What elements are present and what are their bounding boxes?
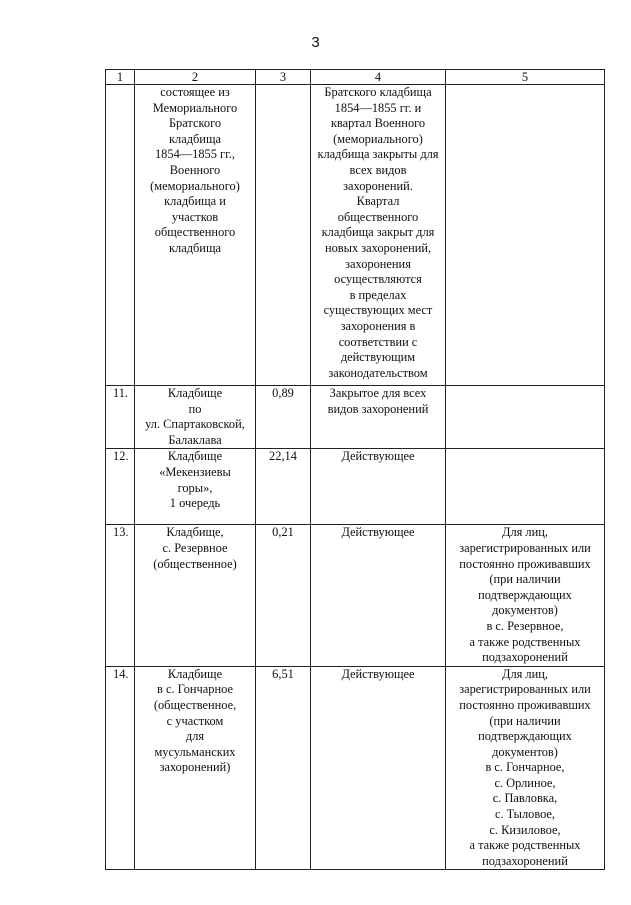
page-number: 3	[311, 34, 320, 51]
cemetery-notes	[446, 386, 605, 449]
table-row	[106, 525, 605, 666]
table-row	[106, 666, 605, 870]
cemetery-area: 6,51	[256, 666, 311, 870]
table-row	[106, 85, 605, 386]
column-header-1: 1	[106, 70, 135, 85]
cemetery-name: Кладбище «Мекензиевы горы», 1 очередь	[135, 449, 256, 525]
row-number: 13.	[106, 525, 135, 666]
cemetery-name: состоящее из Мемориального Братского кладбища 1854—1855 гг., Военного (мемориального) кладбища и участков общественного кладбища	[135, 85, 256, 386]
table-row	[106, 386, 605, 449]
cemetery-area: 22,14	[256, 449, 311, 525]
column-header-3: 3	[256, 70, 311, 85]
column-header-4: 4	[311, 70, 446, 85]
cemetery-area	[256, 85, 311, 386]
row-number	[106, 85, 135, 386]
column-header-2: 2	[135, 70, 256, 85]
cemetery-status: Действующее	[311, 449, 446, 525]
cemetery-area: 0,21	[256, 525, 311, 666]
cemetery-table	[105, 69, 605, 870]
cemetery-status: Закрытое для всех видов захоронений	[311, 386, 446, 449]
cemetery-notes	[446, 85, 605, 386]
row-number: 14.	[106, 666, 135, 870]
column-header-5: 5	[446, 70, 605, 85]
table-header-row	[106, 70, 605, 85]
cemetery-name: Кладбище, с. Резервное (общественное)	[135, 525, 256, 666]
cemetery-status: Братского кладбища 1854—1855 гг. и квартал Военного (мемориального) кладбища закрыты для всех видов захоронений. Квартал общественного кладбища закрыт для новых захоронений, захоронения осуществляются в пределах существующих мест захоронения в соответствии с действующим законодательством	[311, 85, 446, 386]
cemetery-status: Действующее	[311, 666, 446, 870]
cemetery-notes: Для лиц, зарегистрированных или постоянно проживавших (при наличии подтверждающих документов) в с. Гончарное, с. Орлиное, с. Павловка, с. Тыловое, с. Кизиловое, а также родственных подзахоронений	[446, 666, 605, 870]
cemetery-notes	[446, 449, 605, 525]
table-row	[106, 449, 605, 525]
cemetery-status: Действующее	[311, 525, 446, 666]
cemetery-name: Кладбище в с. Гончарное (общественное, с участком для мусульманских захоронений)	[135, 666, 256, 870]
row-number: 11.	[106, 386, 135, 449]
row-number: 12.	[106, 449, 135, 525]
cemetery-notes: Для лиц, зарегистрированных или постоянно проживавших (при наличии подтверждающих документов) в с. Резервное, а также родственных подзахоронений	[446, 525, 605, 666]
cemetery-name: Кладбище по ул. Спартаковской, Балаклава	[135, 386, 256, 449]
cemetery-area: 0,89	[256, 386, 311, 449]
